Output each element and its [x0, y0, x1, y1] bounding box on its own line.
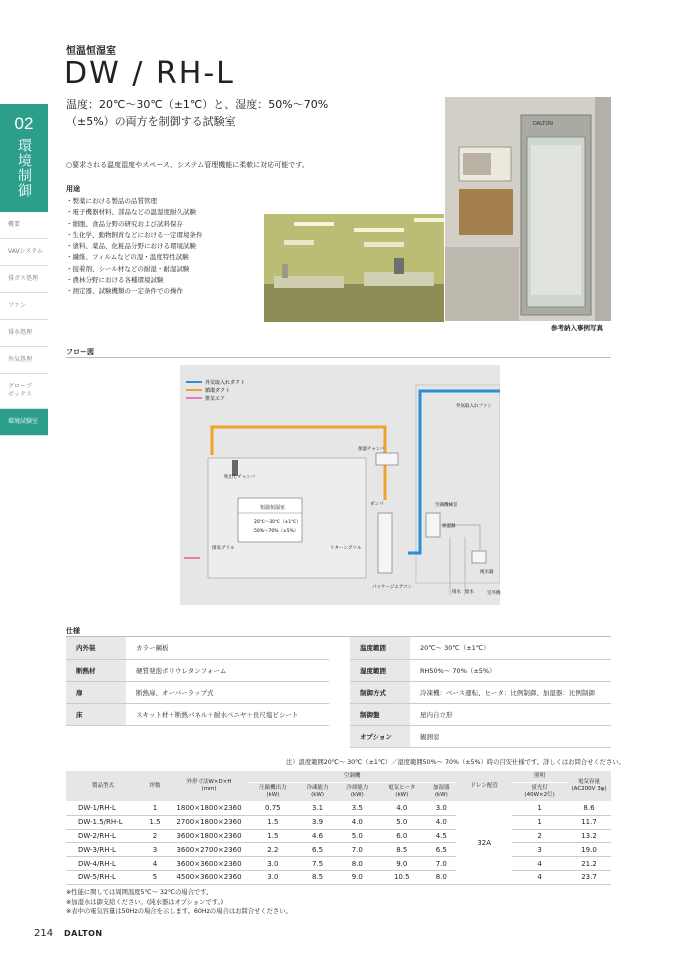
col-cool: [298, 783, 338, 802]
category-label: 恒温恒湿室: [66, 46, 116, 57]
cell: 21.2: [567, 857, 611, 871]
cell-model: DW-2/RH-L: [66, 829, 140, 843]
col-humid: [426, 783, 456, 802]
cell: 11.7: [567, 815, 611, 829]
spec-value: カラー鋼板: [126, 637, 329, 659]
table-row: [66, 681, 329, 703]
sidebar: [0, 0, 48, 960]
col-comp-label: 圧縮機出力: [259, 785, 287, 791]
cell: 5.0: [377, 815, 426, 829]
sidebar-item-overview[interactable]: 概要: [0, 212, 48, 239]
col-heater-label: 電気ヒータ: [388, 785, 416, 791]
list-item: ・農林分野における各種環境試験: [66, 276, 164, 285]
col-lamp-unit: (40W×2灯): [524, 792, 555, 798]
brand-logo: DALTON: [64, 929, 103, 938]
legend-label: 排気エア: [205, 396, 226, 402]
cell: 1.5: [140, 815, 170, 829]
spec-value: 断熱扉、オーバーラップ式: [126, 681, 329, 703]
col-power-unit: (AC200V 3φ): [571, 786, 607, 792]
cell: 6.5: [426, 843, 456, 857]
col-ac-group: 空調機: [248, 771, 456, 783]
cell: 2.2: [248, 843, 298, 857]
list-item: ・測定器、試験機類の一定条件での操作: [66, 287, 183, 296]
photo-caption: 参考納入事例写真: [551, 324, 603, 332]
cell: 5.0: [337, 829, 377, 843]
cell: 3.0: [426, 802, 456, 816]
label-pure-water: 純水器: [480, 570, 494, 575]
label-machine-room: 空調機械室: [435, 503, 458, 508]
col-cold-label: 冷却能力: [346, 785, 369, 791]
photo-lab-interior: [264, 214, 444, 322]
spec-table-left: [66, 637, 329, 726]
table-row: [66, 815, 611, 829]
sidebar-item-glovebox[interactable]: [0, 374, 48, 409]
photo-test-room-door: [445, 97, 611, 321]
cell: 2700×1800×2360: [170, 815, 248, 829]
cell: 4.5: [426, 829, 456, 843]
cell: 4: [140, 857, 170, 871]
spec-key: 制御方式: [350, 681, 410, 703]
col-power: [567, 771, 611, 802]
spec-value: RH50%～ 70%（±5%）: [410, 659, 611, 681]
label-room-title: 恒温恒湿室: [260, 505, 286, 511]
col-humid-unit: (kW): [434, 792, 448, 798]
table-row: [66, 802, 611, 816]
cell-model: DW-1/RH-L: [66, 802, 140, 816]
page-subtitle: 温度：20℃～30℃（±1℃）と、湿度：50%～70%（±5%）の両方を制御する試験室: [66, 98, 329, 128]
spec-section-title: 仕様: [66, 627, 80, 635]
chapter-badge: [0, 104, 48, 212]
col-drain: ドレン配管: [456, 771, 512, 802]
col-lamp-label: 蛍光灯: [531, 785, 548, 791]
notes: [66, 888, 292, 917]
cell: 4.0: [377, 802, 426, 816]
label-room-hum: 50%～70%（±5%）: [254, 529, 299, 534]
cell: 23.7: [567, 870, 611, 884]
col-cool-label: 冷凍能力: [306, 785, 329, 791]
sidebar-item-test-room[interactable]: 環境試験室: [0, 409, 48, 436]
cell: 7.0: [337, 843, 377, 857]
col-humid-label: 加湿器: [433, 785, 450, 791]
spec-key: 内外装: [66, 637, 126, 659]
cell: 1: [512, 802, 567, 816]
table-row: [350, 637, 611, 659]
cell: 2: [512, 829, 567, 843]
col-cool-unit: (kW): [311, 792, 324, 798]
page-number: 214: [34, 928, 54, 939]
col-comp-unit: (kW): [266, 792, 280, 798]
label-package-ac: パッケージエアコン: [372, 585, 413, 590]
sidebar-nav: [0, 212, 48, 436]
spec-value: スキット材＋断熱パネル＋耐水ベニヤ＋長尺塩ビシート: [126, 703, 329, 725]
label-return-grille: リターングリル: [330, 546, 362, 551]
sidebar-item-vav[interactable]: VAVシステム: [0, 239, 48, 266]
spec-value: 20℃～ 30℃（±1℃）: [410, 637, 611, 659]
cell: 3.1: [298, 802, 338, 816]
svg-text:DALTON: DALTON: [533, 121, 554, 127]
cell-model: DW-4/RH-L: [66, 857, 140, 871]
col-lamp: [512, 783, 567, 802]
cell: 7.5: [298, 857, 338, 871]
cell: 4.6: [298, 829, 338, 843]
chapter-title: 環境制御: [16, 138, 32, 198]
table-row: [66, 829, 611, 843]
label-outlet: 吹出しチャンバ: [224, 475, 256, 480]
spec-value: 屋内自立形: [410, 703, 611, 725]
model-table: [66, 771, 611, 885]
cell: 5: [140, 870, 170, 884]
col-light-group: 照明: [512, 771, 567, 783]
cell: 6.0: [377, 829, 426, 843]
cell: 19.0: [567, 843, 611, 857]
col-power-label: 電気容量: [577, 779, 600, 785]
table-row: [350, 725, 611, 747]
sidebar-item-glovebox-label: グローブ ボックス: [8, 383, 32, 398]
cell: 1.5: [248, 829, 298, 843]
uses-list: [66, 196, 203, 298]
list-item: ・細胞、食品分野の研究および試料保存: [66, 219, 183, 228]
note-item: ※表中の電気容量は50Hzの場合を示します。60Hzの場合はお問合せください。: [66, 908, 292, 915]
table-row: [350, 659, 611, 681]
spec-key: 扉: [66, 681, 126, 703]
cell: 3.0: [248, 870, 298, 884]
spec-key: 湿度範囲: [350, 659, 410, 681]
cell: 8.5: [377, 843, 426, 857]
cell: 4: [512, 870, 567, 884]
cell-model: DW-1.5/RH-L: [66, 815, 140, 829]
cell: 9.0: [337, 870, 377, 884]
spec-value: 冷凍機：ベース運転、ヒータ：比例制御、加湿器：比例制御: [410, 681, 611, 703]
col-heater-unit: (kW): [395, 792, 409, 798]
note-item: ※加湿水は御支給ください。(純水器はオプションです。): [66, 898, 224, 906]
table-row: [66, 659, 329, 681]
label-fan: 外気取入れファン: [456, 404, 492, 409]
spec-key: オプション: [350, 725, 410, 747]
cell: 7.0: [426, 857, 456, 871]
flow-section-title: フロー図: [66, 348, 94, 356]
table-row: [350, 681, 611, 703]
col-dims-label: 外形寸法W×D×H: [186, 779, 232, 785]
list-item: ・電子機器材料、部品などの温湿度耐久試験: [66, 208, 196, 217]
sidebar-item-fan[interactable]: ファン: [0, 293, 48, 320]
label-supply: 給水: [465, 590, 474, 595]
humid-chamber: [376, 453, 398, 465]
pure-water-unit: [472, 551, 486, 563]
cell-model: DW-5/RH-L: [66, 870, 140, 884]
cell: 1: [140, 802, 170, 816]
legend-label: 外気取入れダクト: [205, 380, 246, 386]
cell: 1: [512, 815, 567, 829]
spec-value: 観測窓: [410, 725, 611, 747]
cell: 2: [140, 829, 170, 843]
spec-key: 温度範囲: [350, 637, 410, 659]
cell: 4.0: [426, 815, 456, 829]
cell: 10.5: [377, 870, 426, 884]
note-item: ※性能に関しては周囲温度5℃～ 32℃の場合です。: [66, 889, 213, 896]
cell: 8.0: [337, 857, 377, 871]
col-cold: [337, 783, 377, 802]
cell: 0.75: [248, 802, 298, 816]
sidebar-item-wastewater[interactable]: 排水処理: [0, 320, 48, 347]
spec-key: 制御盤: [350, 703, 410, 725]
cell: 8.0: [426, 870, 456, 884]
cell: 1.5: [248, 815, 298, 829]
label-outdoor-unit: 室外機: [487, 591, 501, 596]
cell: 8.5: [298, 870, 338, 884]
cell: 3600×1800×2360: [170, 829, 248, 843]
cell: 9.0: [377, 857, 426, 871]
table-row: [350, 703, 611, 725]
list-item: ・生化学、動物飼育などにおける一定環境条件: [66, 230, 203, 239]
col-heater: [377, 783, 426, 802]
col-dims: [170, 771, 248, 802]
cell: 3.0: [248, 857, 298, 871]
table-row: [66, 703, 329, 725]
sidebar-item-exhaust-gas[interactable]: 排ガス処理: [0, 266, 48, 293]
list-item: ・繊維、フィルムなどの湿・温度特性試験: [66, 253, 189, 262]
spec-key: 断熱材: [66, 659, 126, 681]
label-damper: ダンパ: [370, 502, 384, 507]
cell-drain: 32A: [456, 802, 512, 885]
legend-label: 循環ダクト: [205, 388, 231, 394]
label-humid-chamber: 加湿チャンバ: [358, 447, 385, 452]
list-item: ・接着剤、シール材などの耐湿・耐湿試験: [66, 264, 190, 273]
cell: 1800×1800×2360: [170, 802, 248, 816]
cell: 8.6: [567, 802, 611, 816]
table-row: [66, 637, 329, 659]
table-row: [66, 843, 611, 857]
outlet-chamber: [232, 460, 238, 476]
cell: 3.9: [298, 815, 338, 829]
cell: 3: [512, 843, 567, 857]
spec-key: 床: [66, 703, 126, 725]
cell: 4.0: [337, 815, 377, 829]
flow-diagram-lines: [180, 365, 500, 605]
cell: 3600×2700×2360: [170, 843, 248, 857]
cell: 4500×3600×2360: [170, 870, 248, 884]
cell: 6.5: [298, 843, 338, 857]
spec-note: 注）温度範囲20℃～ 30℃（±1℃）／湿度範囲50%～ 70%（±5%）時の目安仕様です。詳しくはお問合せください。: [286, 759, 625, 766]
sidebar-item-outdoor-air[interactable]: 外気処理: [0, 347, 48, 374]
label-room-temp: 20℃～30℃（±1℃）: [254, 520, 301, 525]
uses-title: 用途: [66, 185, 80, 193]
col-model: 製品型式: [66, 771, 140, 802]
list-item: ・製薬における製品の品質管理: [66, 197, 157, 205]
col-cold-unit: (kW): [350, 792, 364, 798]
col-tsubo: 坪数: [140, 771, 170, 802]
label-humidifier: 加湿器: [442, 524, 456, 529]
cell: 3: [140, 843, 170, 857]
cell: 3600×3600×2360: [170, 857, 248, 871]
cell-model: DW-3/RH-L: [66, 843, 140, 857]
humidifier-box: [426, 513, 440, 537]
cell: 4: [512, 857, 567, 871]
cell: 13.2: [567, 829, 611, 843]
lead-text: ○要求される温度湿度やスペース、システム管理機能に柔軟に対応可能です。: [66, 161, 309, 169]
cell: 3.5: [337, 802, 377, 816]
page-title: DW / RH-L: [64, 56, 235, 91]
table-row: [66, 870, 611, 884]
spec-value: 硬質発泡ポリウレタンフォーム: [126, 659, 329, 681]
chapter-number: 02: [14, 114, 34, 133]
label-drain: 排水: [452, 590, 461, 595]
table-row: [66, 857, 611, 871]
divider: [66, 357, 611, 358]
label-exhaust-grille: 排気グリル: [212, 546, 235, 551]
list-item: ・塗料、薬品、化粧品分野における環境試験: [66, 242, 196, 251]
col-comp: [248, 783, 298, 802]
spec-table-right: [350, 637, 611, 748]
col-dims-unit: (mm): [201, 786, 217, 792]
package-ac: [378, 513, 392, 573]
